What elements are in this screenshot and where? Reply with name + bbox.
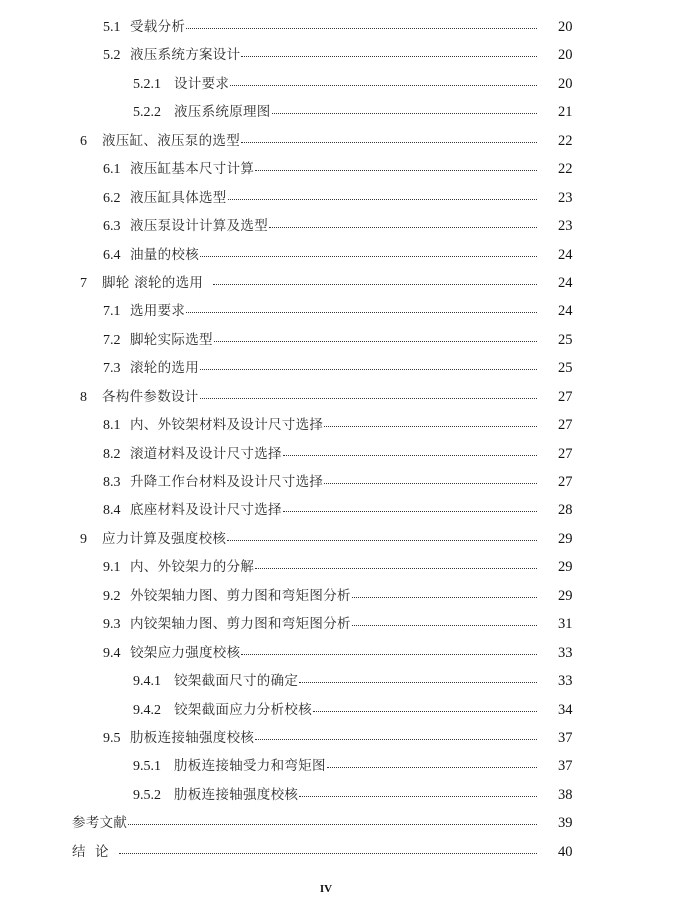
entry-page-number: 31 (558, 616, 573, 633)
entry-title: 油量的校核 (130, 246, 199, 263)
entry-title: 内铰架轴力图、剪力图和弯矩图分析 (130, 616, 351, 633)
entry-title: 滚轮的选用 (130, 360, 199, 377)
entry-page-number: 25 (558, 331, 573, 348)
entry-page-number: 25 (558, 360, 573, 377)
entry-page-number: 27 (558, 417, 573, 434)
dot-leader (255, 568, 537, 569)
dot-leader (283, 455, 537, 456)
entry-number: 9.1 (103, 560, 121, 576)
dot-leader (213, 284, 537, 285)
entry-page-number: 20 (558, 75, 573, 92)
dot-leader (186, 28, 537, 29)
dot-leader (324, 483, 537, 484)
entry-number: 9.4.1 (133, 674, 161, 690)
toc-entry-references[interactable] (0, 809, 680, 837)
entry-page-number: 29 (558, 530, 573, 547)
dot-leader (200, 369, 537, 370)
entry-page-number: 20 (558, 19, 573, 35)
entry-number: 9.4 (103, 645, 121, 661)
dot-leader (241, 142, 537, 143)
entry-title: 选用要求 (130, 303, 186, 320)
entry-number: 6.1 (103, 162, 121, 178)
entry-page-number: 40 (558, 843, 573, 860)
entry-page-number: 23 (558, 218, 573, 235)
toc-entry-9-3[interactable] (0, 610, 680, 638)
entry-title: 设计要求 (174, 75, 230, 92)
dot-leader (186, 312, 537, 313)
entry-title: 肋板连接轴受力和弯矩图 (174, 758, 326, 775)
entry-number: 5.2.1 (133, 76, 161, 92)
entry-title: 底座材料及设计尺寸选择 (130, 502, 282, 519)
dot-leader (241, 654, 537, 655)
toc-entry-7-2[interactable] (0, 326, 680, 354)
toc-entry-9-2[interactable] (0, 582, 680, 610)
toc-entry-6-3[interactable] (0, 212, 680, 240)
page-footer (0, 883, 680, 895)
dot-leader (255, 170, 537, 171)
entry-page-number: 38 (558, 786, 573, 803)
page-number-label: IV (319, 883, 333, 895)
entry-page-number: 37 (558, 758, 573, 775)
entry-number: 9.3 (103, 617, 121, 633)
toc-entry-8-4[interactable] (0, 496, 680, 524)
entry-number: 9.5 (103, 730, 121, 746)
entry-title: 液压缸具体选型 (130, 189, 227, 206)
toc-entry-7-1[interactable] (0, 297, 680, 325)
entry-number: 9.5.1 (133, 759, 161, 775)
entry-page-number: 27 (558, 388, 573, 405)
entry-number: 9.4.2 (133, 702, 161, 718)
toc-entry-5-2-1[interactable] (0, 70, 680, 98)
entry-page-number: 34 (558, 701, 573, 718)
toc-entry-9-4-2[interactable] (0, 696, 680, 724)
entry-title: 滚道材料及设计尺寸选择 (130, 445, 282, 462)
dot-leader (324, 426, 537, 427)
entry-page-number: 28 (558, 502, 573, 519)
toc-entry-6-1[interactable] (0, 155, 680, 183)
entry-page-number: 21 (558, 104, 573, 121)
toc-entry-9-5[interactable] (0, 724, 680, 752)
entry-title: 肋板连接轴强度校核 (130, 729, 255, 746)
entry-title: 应力计算及强度校核 (102, 530, 227, 547)
entry-number: 6.3 (103, 219, 121, 235)
entry-title: 液压系统方案设计 (130, 47, 241, 64)
toc-entry-8-1[interactable] (0, 411, 680, 439)
entry-number: 7.3 (103, 361, 121, 377)
dot-leader (269, 227, 537, 228)
dot-leader (228, 199, 537, 200)
entry-number: 8.4 (103, 503, 121, 519)
dot-leader (227, 540, 537, 541)
entry-page-number: 22 (558, 161, 573, 178)
dot-leader (119, 853, 537, 854)
entry-page-number: 20 (558, 47, 573, 64)
toc-entry-9[interactable] (0, 525, 680, 553)
entry-page-number: 24 (558, 303, 573, 320)
toc-entry-9-1[interactable] (0, 553, 680, 581)
dot-leader (313, 711, 537, 712)
dot-leader (299, 682, 537, 683)
toc-entry-9-5-1[interactable] (0, 752, 680, 780)
toc-entry-8-3[interactable] (0, 468, 680, 496)
dot-leader (200, 256, 537, 257)
entry-page-number: 33 (558, 644, 573, 661)
dot-leader (128, 824, 537, 825)
toc-entry-8[interactable] (0, 383, 680, 411)
dot-leader (327, 767, 537, 768)
entry-title: 铰架应力强度校核 (130, 644, 241, 661)
entry-title: 内、外铰架力的分解 (130, 559, 255, 576)
entry-title: 铰架截面尺寸的确定 (174, 673, 299, 690)
entry-title: 脚轮 滚轮的选用 (102, 274, 204, 291)
entry-page-number: 22 (558, 132, 573, 149)
entry-number: 8 (80, 389, 87, 405)
dot-leader (299, 796, 537, 797)
entry-number: 9 (80, 531, 87, 547)
entry-page-number: 24 (558, 246, 573, 263)
entry-number: 6.4 (103, 247, 121, 263)
toc-entry-6[interactable] (0, 127, 680, 155)
entry-title: 升降工作台材料及设计尺寸选择 (130, 474, 324, 490)
entry-number: 8.3 (103, 475, 121, 490)
entry-page-number: 39 (558, 815, 573, 832)
dot-leader (352, 625, 537, 626)
entry-number: 6 (80, 133, 87, 149)
entry-title: 内、外铰架材料及设计尺寸选择 (130, 417, 324, 434)
entry-title: 外铰架轴力图、剪力图和弯矩图分析 (130, 587, 351, 604)
entry-page-number: 23 (558, 189, 573, 206)
dot-leader (255, 739, 537, 740)
entry-title: 结 论 (72, 843, 109, 860)
entry-title: 铰架截面应力分析校核 (174, 701, 312, 718)
entry-number: 5.1 (103, 20, 121, 35)
entry-number: 9.2 (103, 588, 121, 604)
entry-page-number: 33 (558, 673, 573, 690)
entry-title: 液压泵设计计算及选型 (130, 218, 268, 235)
entry-number: 8.1 (103, 418, 121, 434)
entry-title: 参考文献 (72, 815, 128, 832)
dot-leader (214, 341, 537, 342)
entry-title: 各构件参数设计 (102, 388, 199, 405)
entry-page-number: 27 (558, 445, 573, 462)
entry-number: 9.5.2 (133, 787, 161, 803)
table-of-contents (0, 13, 680, 866)
toc-entry-6-2[interactable] (0, 184, 680, 212)
toc-entry-9-4[interactable] (0, 639, 680, 667)
toc-entry-7[interactable] (0, 269, 680, 297)
toc-entry-9-5-2[interactable] (0, 781, 680, 809)
dot-leader (200, 398, 537, 399)
toc-entry-5-2-2[interactable] (0, 98, 680, 126)
entry-number: 5.2 (103, 48, 121, 64)
dot-leader (272, 113, 537, 114)
entry-title: 肋板连接轴强度校核 (174, 786, 299, 803)
entry-page-number: 37 (558, 729, 573, 746)
entry-title: 脚轮实际选型 (130, 331, 213, 348)
entry-number: 8.2 (103, 446, 121, 462)
toc-entry-7-3[interactable] (0, 354, 680, 382)
entry-page-number: 27 (558, 474, 573, 490)
toc-entry-5-2[interactable] (0, 41, 680, 69)
dot-leader (230, 85, 537, 86)
entry-page-number: 24 (558, 274, 573, 291)
entry-title: 液压系统原理图 (174, 104, 271, 121)
entry-page-number: 29 (558, 559, 573, 576)
entry-title: 液压缸基本尺寸计算 (130, 161, 255, 178)
toc-entry-5-1[interactable] (0, 13, 680, 41)
toc-entry-9-4-1[interactable] (0, 667, 680, 695)
toc-entry-6-4[interactable] (0, 241, 680, 269)
entry-number: 7 (80, 275, 87, 291)
toc-entry-conclusion[interactable] (0, 838, 680, 866)
entry-title: 液压缸、液压泵的选型 (102, 132, 240, 149)
entry-number: 7.1 (103, 304, 121, 320)
dot-leader (283, 511, 537, 512)
entry-number: 5.2.2 (133, 105, 161, 121)
dot-leader (352, 597, 537, 598)
entry-title: 受载分析 (130, 19, 186, 35)
toc-entry-8-2[interactable] (0, 440, 680, 468)
entry-number: 7.2 (103, 332, 121, 348)
entry-page-number: 29 (558, 587, 573, 604)
dot-leader (241, 56, 537, 57)
entry-number: 6.2 (103, 190, 121, 206)
